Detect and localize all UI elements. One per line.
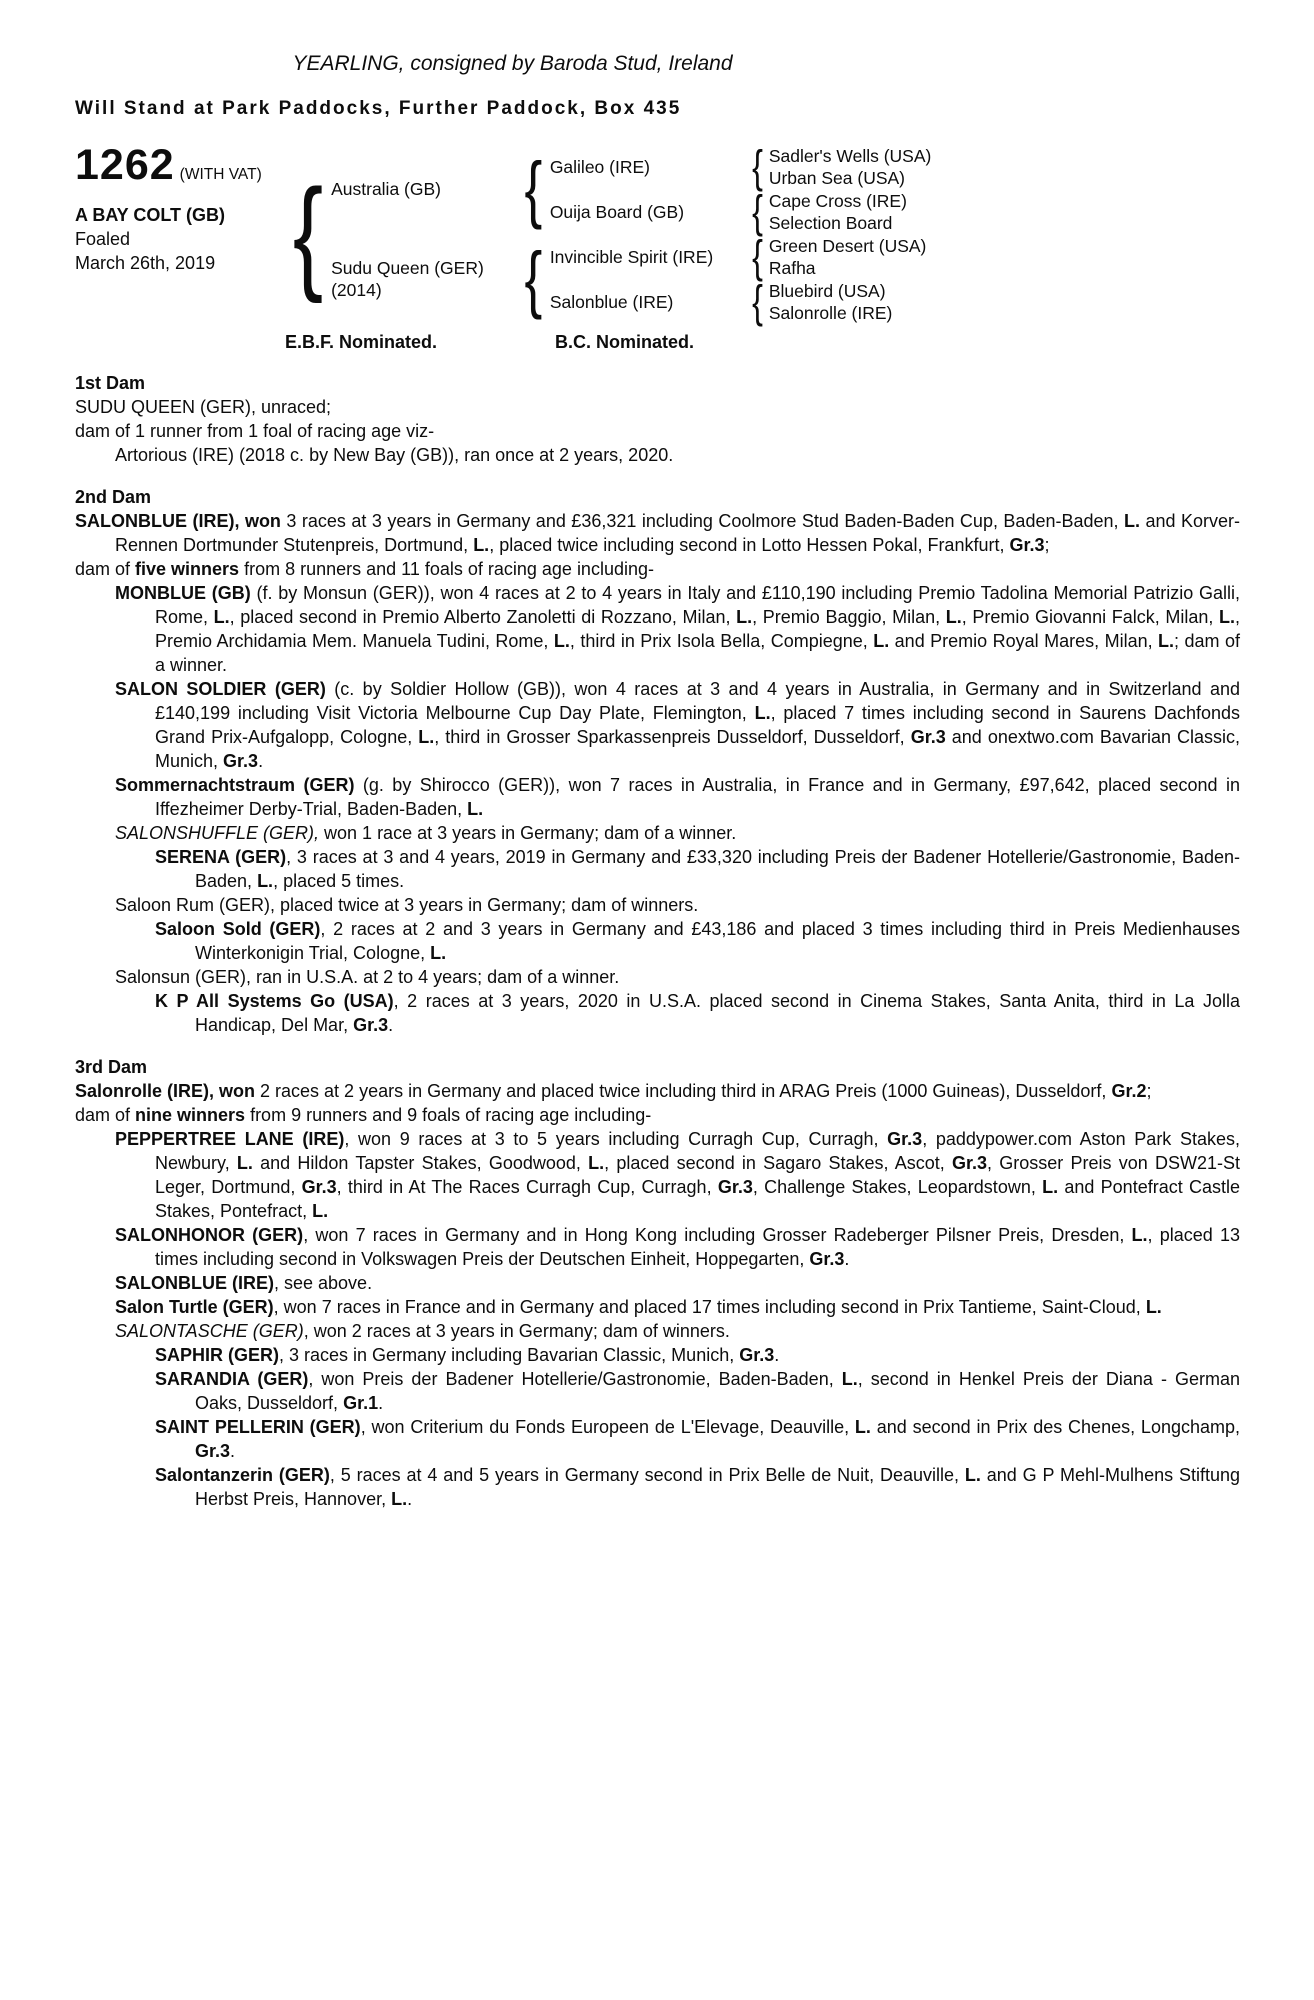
text-segment: L. xyxy=(553,631,570,651)
text-segment: L. xyxy=(1145,1297,1162,1317)
text-segment: L. xyxy=(236,1153,253,1173)
text-segment: L. xyxy=(473,535,490,555)
text-segment: L. xyxy=(391,1489,408,1509)
text-segment: , placed second in Sagaro Stakes, Ascot, xyxy=(604,1153,952,1173)
text-segment: , won Criterium du Fonds Europeen de L'Elevage, Deauville, xyxy=(360,1417,855,1437)
great-grandparents xyxy=(769,145,932,189)
text-segment: (c. by Soldier Hollow (GB)), won 4 races at 3 and 4 years in Australia, in Germany and in Switzerland and £140,199 including Visit Victoria Melbourne Cup Day Plate, Flemington, xyxy=(155,679,1240,723)
text-segment: and Pontefract Castle Stakes, Pontefract, xyxy=(155,1177,1240,1221)
pedigree-brace: { xyxy=(751,231,763,282)
pedigree-paragraph xyxy=(75,1223,1240,1271)
dam-branch xyxy=(331,231,931,327)
text-segment: , 3 races in Germany including Bavarian Classic, Munich, xyxy=(279,1345,740,1365)
text-segment: and onextwo.com Bavarian Classic, Munich, xyxy=(155,727,1241,771)
grandparent-name: Salonblue (IRE) xyxy=(549,291,674,312)
name-line: (2014) xyxy=(331,280,382,300)
text-segment: SALONBLUE (IRE), won xyxy=(75,511,287,531)
text-segment: SALONTASCHE (GER) xyxy=(115,1321,304,1341)
text-segment: SARANDIA (GER) xyxy=(155,1369,309,1389)
pedigree-paragraph xyxy=(75,419,1240,443)
text-segment: L. xyxy=(588,1153,605,1173)
pedigree-paragraph xyxy=(75,1367,1240,1415)
text-segment: Gr.3 xyxy=(1009,535,1045,555)
dam-heading: 1st Dam xyxy=(75,373,146,393)
text-segment: L. xyxy=(1042,1177,1059,1197)
pedigree-tree xyxy=(285,141,1240,327)
grandparent-row xyxy=(549,186,932,237)
text-segment: Gr.3 xyxy=(195,1441,231,1461)
text-segment: , 2 races at 3 years, 2020 in U.S.A. placed second in Cinema Stakes, Santa Anita, third in La Jolla Handicap, Del Mar, xyxy=(195,991,1240,1035)
text-segment: dam of xyxy=(75,559,136,579)
text-segment: SAINT PELLERIN (GER) xyxy=(155,1417,361,1437)
text-segment: . xyxy=(378,1393,384,1413)
text-segment: , 5 races at 4 and 5 years in Germany second in Prix Belle de Nuit, Deauville, xyxy=(329,1465,965,1485)
text-segment: L. xyxy=(945,607,962,627)
pedigree-paragraph xyxy=(75,893,1240,917)
text-segment: SALONBLUE (IRE) xyxy=(115,1273,274,1293)
grandparent-name: Ouija Board (GB) xyxy=(549,201,685,222)
text-segment: (f. by Monsun (GER)), won 4 races at 2 to 4 years in Italy and £110,190 including Premio Tadolina Memorial Patrizio Galli, Rome, xyxy=(155,583,1240,627)
text-segment: Salonrolle (IRE), won xyxy=(75,1081,261,1101)
dam-heading: 2nd Dam xyxy=(75,487,152,507)
stand-location: Will Stand at Park Paddocks, Further Paddock, Box 435 xyxy=(75,98,682,119)
text-segment: , see above. xyxy=(274,1273,373,1293)
text-segment: , third in At The Races Curragh Cup, Curragh, xyxy=(336,1177,718,1197)
text-segment: and Premio Royal Mares, Milan, xyxy=(889,631,1159,651)
text-segment: . xyxy=(230,1441,236,1461)
text-segment: SALONSHUFFLE (GER), xyxy=(115,823,325,843)
pedigree-paragraph xyxy=(75,1295,1240,1319)
pedigree-paragraph xyxy=(75,677,1240,773)
dam-name xyxy=(331,257,517,301)
great-grandparent-name: Urban Sea (USA) xyxy=(768,167,906,188)
pedigree-brace: { xyxy=(751,276,763,327)
pedigree-brace: { xyxy=(524,237,543,320)
text-segment: . xyxy=(774,1345,780,1365)
text-segment: Salon Turtle (GER) xyxy=(115,1297,274,1317)
consignor-title: YEARLING, consigned by Baroda Stud, Ireland xyxy=(292,52,733,75)
pedigree-paragraph xyxy=(75,395,1240,419)
text-segment: Gr.3 xyxy=(353,1015,389,1035)
text-segment: , Premio Giovanni Falck, Milan, xyxy=(961,607,1219,627)
great-grandparents xyxy=(769,190,907,234)
text-segment: PEPPERTREE LANE (IRE) xyxy=(115,1129,345,1149)
text-segment: 2 races at 2 years in Germany and placed twice including third in ARAG Preis (1000 Guineas), Dusseldorf, xyxy=(260,1081,1112,1101)
text-segment: Gr.3 xyxy=(951,1153,987,1173)
pedigree-paragraph xyxy=(75,917,1240,965)
pedigree-paragraph xyxy=(75,989,1240,1037)
text-segment: ; xyxy=(1044,535,1050,555)
text-segment: Gr.3 xyxy=(223,751,259,771)
pedigree-chart xyxy=(285,141,1240,353)
text-segment: , placed 7 times including second in Saurens Dachfonds Grand Prix-Aufgalopp, Cologne, xyxy=(155,703,1240,747)
text-segment: dam of 1 runner from 1 foal of racing age viz- xyxy=(75,421,435,441)
text-segment: Gr.3 xyxy=(809,1249,845,1269)
text-segment: L. xyxy=(1124,511,1140,531)
text-segment: Sommernachtstraum (GER) xyxy=(115,775,363,795)
text-segment: , Premio Archidamia Mem. Manuela Tudini, Rome, xyxy=(155,607,1240,651)
text-segment: , placed 5 times. xyxy=(273,871,405,891)
text-segment: Gr.3 xyxy=(717,1177,753,1197)
nominations-row xyxy=(285,332,1240,353)
text-segment: , won 2 races at 3 years in Germany; dam of winners. xyxy=(303,1321,730,1341)
pedigree-paragraph xyxy=(75,965,1240,989)
text-segment: won 1 race at 3 years in Germany; dam of a winner. xyxy=(324,823,737,843)
text-segment: K P All Systems Go (USA) xyxy=(155,991,394,1011)
text-segment: SAPHIR (GER) xyxy=(155,1345,280,1365)
text-segment: , third in Grosser Sparkassenpreis Dusseldorf, Dusseldorf, xyxy=(434,727,911,747)
text-segment: MONBLUE (GB) xyxy=(115,583,257,603)
text-segment: ; xyxy=(1146,1081,1152,1101)
text-segment: Salontanzerin (GER) xyxy=(155,1465,330,1485)
grandparent-name: Invincible Spirit (IRE) xyxy=(549,246,714,267)
text-segment: L. xyxy=(1218,607,1235,627)
name-line: Australia (GB) xyxy=(331,179,441,199)
text-segment: Gr.3 xyxy=(739,1345,775,1365)
text-segment: Gr.3 xyxy=(887,1129,923,1149)
grandparent-row xyxy=(549,141,932,192)
text-segment: dam of xyxy=(75,1105,136,1125)
great-grandparent-name: Sadler's Wells (USA) xyxy=(768,145,932,166)
text-segment: L. xyxy=(841,1369,858,1389)
pedigree-paragraph xyxy=(75,1271,1240,1295)
text-segment: , second in Henkel Preis der Diana - German Oaks, Dusseldorf, xyxy=(195,1369,1240,1413)
ebf-nominated: E.B.F. Nominated. xyxy=(285,332,438,352)
pedigree-paragraph xyxy=(75,509,1240,557)
text-segment: SALON SOLDIER (GER) xyxy=(115,679,335,699)
lot-number-row xyxy=(75,141,285,189)
text-segment: L. xyxy=(754,703,771,723)
pedigree-paragraph xyxy=(75,1319,1240,1343)
text-segment: , third in Prix Isola Bella, Compiegne, xyxy=(569,631,874,651)
foaled-date: March 26th, 2019 xyxy=(75,253,216,273)
grandparent-row xyxy=(549,231,927,282)
text-segment: , Premio Baggio, Milan, xyxy=(752,607,946,627)
text-segment: . xyxy=(388,1015,394,1035)
dam-heading: 3rd Dam xyxy=(75,1057,148,1077)
text-segment: Artorious (IRE) (2018 c. by New Bay (GB)), ran once at 2 years, 2020. xyxy=(115,445,674,465)
text-segment: and G P Mehl-Mulhens Stiftung Herbst Preis, Hannover, xyxy=(195,1465,1240,1509)
great-grandparents xyxy=(769,235,927,279)
text-segment: , placed second in Premio Alberto Zanoletti di Rozzano, Milan, xyxy=(229,607,737,627)
text-segment: , won 7 races in France and in Germany and placed 17 times including second in Prix Tantieme, Saint-Cloud, xyxy=(273,1297,1146,1317)
pedigree-brace: { xyxy=(524,147,543,230)
text-segment: , 2 races at 2 and 3 years in Germany and £43,186 and placed 3 times including third in Preis Medienhauses Winterkonigin Trial, Cologne, xyxy=(195,919,1240,963)
text-segment: L. xyxy=(312,1201,329,1221)
text-segment: nine winners xyxy=(135,1105,251,1125)
lot-details xyxy=(75,141,285,275)
pedigree-paragraph xyxy=(75,581,1240,677)
pedigree-paragraph xyxy=(75,557,1240,581)
pedigree-paragraph xyxy=(75,443,1240,467)
horse-description: A BAY COLT (GB) xyxy=(75,205,226,225)
name-line: Sudu Queen (GER) xyxy=(331,258,484,278)
great-grandparent-name: Selection Board xyxy=(768,212,893,233)
text-segment: L. xyxy=(1158,631,1175,651)
text-segment: and Korver-Rennen Dortmunder Stutenpreis, Dortmund, xyxy=(115,511,1240,555)
pedigree-brace: { xyxy=(751,186,763,237)
text-segment: Gr.1 xyxy=(343,1393,379,1413)
pedigree-paragraph xyxy=(75,1343,1240,1367)
pedigree-brace: { xyxy=(292,163,324,304)
foaled-label: Foaled xyxy=(75,229,131,249)
great-grandparent-name: Green Desert (USA) xyxy=(768,235,927,256)
grandparent-row xyxy=(549,276,927,327)
text-segment: . xyxy=(844,1249,850,1269)
text-segment: . xyxy=(407,1489,413,1509)
pedigree-paragraph xyxy=(75,1103,1240,1127)
pedigree-paragraph xyxy=(75,1415,1240,1463)
vat-note: (WITH VAT) xyxy=(179,166,262,183)
dam-sections xyxy=(75,371,1240,1511)
text-segment: ; dam of a winner. xyxy=(155,631,1240,675)
bc-nominated: B.C. Nominated. xyxy=(555,332,695,352)
text-segment: L. xyxy=(736,607,753,627)
text-segment: five winners xyxy=(135,559,245,579)
text-segment: L. xyxy=(430,943,447,963)
text-segment: from 8 runners and 11 foals of racing age including- xyxy=(244,559,654,579)
sire-name xyxy=(331,178,517,200)
lot-number: 1262 xyxy=(75,141,175,189)
text-segment: , Challenge Stakes, Leopardstown, xyxy=(752,1177,1043,1197)
text-segment: , placed 13 times including second in Volkswagen Preis der Deutschen Einheit, Hoppegarten, xyxy=(155,1225,1240,1269)
great-grandparent-name: Rafha xyxy=(768,257,816,278)
text-segment: L. xyxy=(418,727,435,747)
great-grandparent-name: Bluebird (USA) xyxy=(768,280,886,301)
text-segment: Gr.3 xyxy=(910,727,946,747)
text-segment: Gr.2 xyxy=(1111,1081,1147,1101)
text-segment: from 9 runners and 9 foals of racing age including- xyxy=(250,1105,652,1125)
great-grandparent-name: Salonrolle (IRE) xyxy=(768,302,893,323)
text-segment: , 3 races at 3 and 4 years, 2019 in Germany and £33,320 including Preis der Badener Hotellerie/Gastronomie, Baden-Baden, xyxy=(195,847,1240,891)
grandparent-name: Galileo (IRE) xyxy=(549,156,650,177)
text-segment: Saloon Rum (GER), placed twice at 3 years in Germany; dam of winners. xyxy=(115,895,699,915)
lot-header xyxy=(75,141,1240,353)
text-segment: SERENA (GER) xyxy=(155,847,287,867)
pedigree-paragraph xyxy=(75,1127,1240,1223)
text-segment: L. xyxy=(854,1417,871,1437)
text-segment: , Grosser Preis von DSW21-St Leger, Dortmund, xyxy=(155,1153,1240,1197)
pedigree-generations xyxy=(331,141,932,327)
text-segment: , won 7 races in Germany and in Hong Kong including Grosser Radeberger Pilsner Preis, Dresden, xyxy=(303,1225,1132,1245)
great-grandparent-name: Cape Cross (IRE) xyxy=(768,190,907,211)
text-segment: Salonsun (GER), ran in U.S.A. at 2 to 4 years; dam of a winner. xyxy=(115,967,620,987)
text-segment: L. xyxy=(467,799,484,819)
text-segment: SALONHONOR (GER) xyxy=(115,1225,304,1245)
text-segment: . xyxy=(258,751,264,771)
pedigree-paragraph xyxy=(75,1079,1240,1103)
text-segment: , paddypower.com Aston Park Stakes, Newbury, xyxy=(155,1129,1240,1173)
text-segment: , placed twice including second in Lotto Hessen Pokal, Frankfurt, xyxy=(489,535,1010,555)
grandparents xyxy=(549,231,927,327)
grandparents xyxy=(549,141,932,237)
pedigree-paragraph xyxy=(75,773,1240,821)
pedigree-brace: { xyxy=(751,141,763,192)
text-segment: , won 9 races at 3 to 5 years including Curragh Cup, Curragh, xyxy=(344,1129,888,1149)
text-segment: SUDU QUEEN (GER), unraced; xyxy=(75,397,332,417)
pedigree-paragraph xyxy=(75,821,1240,845)
text-segment: L. xyxy=(1131,1225,1148,1245)
text-segment: and Hildon Tapster Stakes, Goodwood, xyxy=(252,1153,589,1173)
text-segment: , won Preis der Badener Hotellerie/Gastronomie, Baden-Baden, xyxy=(308,1369,842,1389)
pedigree-paragraph xyxy=(75,1463,1240,1511)
text-segment: L. xyxy=(964,1465,981,1485)
great-grandparents xyxy=(769,280,893,324)
text-segment: Gr.3 xyxy=(301,1177,337,1197)
text-segment: Saloon Sold (GER) xyxy=(155,919,321,939)
pedigree-paragraph xyxy=(75,845,1240,893)
text-segment: 3 races at 3 years in Germany and £36,321 including Coolmore Stud Baden-Baden Cup, Baden-Baden, xyxy=(286,511,1124,531)
text-segment: and second in Prix des Chenes, Longchamp, xyxy=(870,1417,1240,1437)
text-segment: (g. by Shirocco (GER)), won 7 races in Australia, in France and in Germany, £97,642, placed second in Iffezheimer Derby-Trial, Baden-Baden, xyxy=(155,775,1240,819)
text-segment: L. xyxy=(257,871,274,891)
text-segment: L. xyxy=(873,631,890,651)
text-segment: L. xyxy=(213,607,230,627)
sire-branch xyxy=(331,141,932,237)
